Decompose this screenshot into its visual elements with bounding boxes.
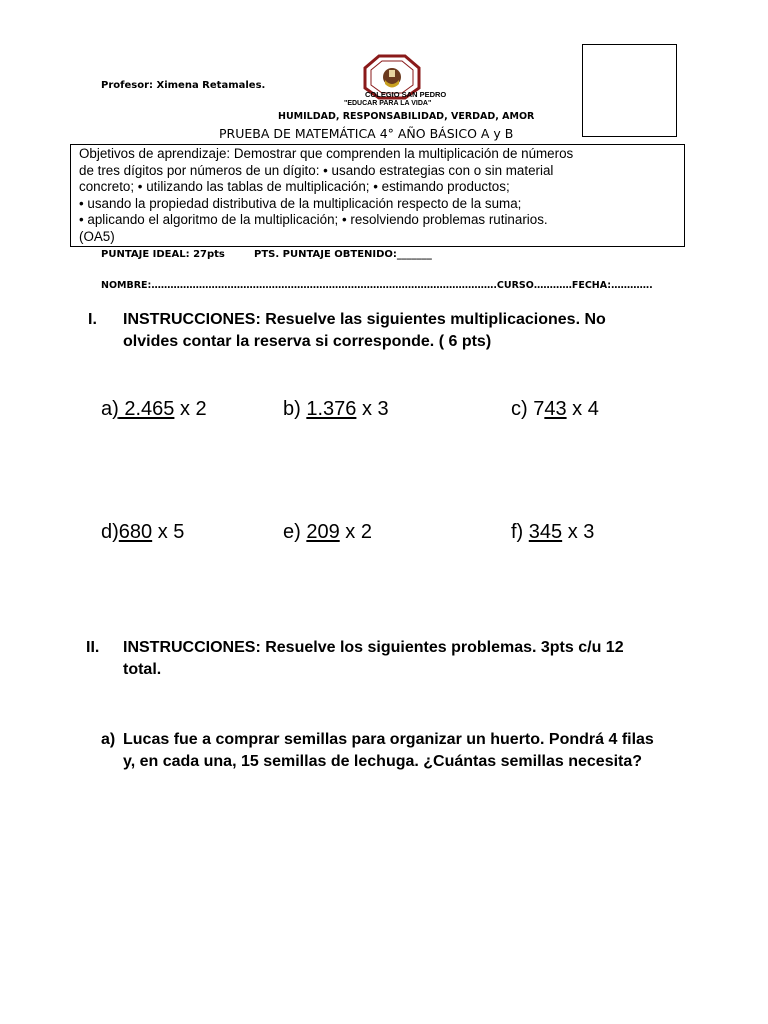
section-2-line: total. [123, 661, 162, 678]
section-2-instructions [123, 637, 624, 681]
problem-a-label: a) [101, 731, 116, 748]
test-title: PRUEBA DE MATEMÁTICA 4° AÑO BÁSICO A y B [219, 126, 514, 141]
school-values: HUMILDAD, RESPONSABILIDAD, VERDAD, AMOR [278, 111, 535, 122]
obtained-score: PTS. PUNTAJE OBTENIDO:_______ [254, 249, 432, 260]
problem-line: Lucas fue a comprar semillas para organizar un huerto. Pondrá 4 filas [123, 731, 654, 748]
student-info-line: NOMBRE:……………………………………………………………………………………………….CURSO…………FECHA:…………. [101, 280, 653, 291]
objective-line: • aplicando el algoritmo de la multiplicación; • resolviendo problemas rutinarios. [79, 212, 548, 228]
exercise-c: c) 743 x 4 [511, 398, 599, 420]
objective-line: (OA5) [79, 228, 115, 244]
school-name: COLEGIO SAN PEDRO [365, 90, 447, 99]
objective-line: • usando la propiedad distributiva de la multiplicación respecto de la suma; [79, 195, 522, 211]
section-1-line: INSTRUCCIONES: Resuelve las siguientes multiplicaciones. No [123, 311, 606, 328]
problem-line: y, en cada una, 15 semillas de lechuga. ¿Cuántas semillas necesita? [123, 753, 643, 770]
ideal-score: PUNTAJE IDEAL: 27pts [101, 249, 225, 260]
exercise-d: d)680 x 5 [101, 521, 185, 543]
section-2-numeral: II. [86, 639, 100, 656]
problem-a-text [123, 729, 654, 773]
section-2-line: INSTRUCCIONES: Resuelve los siguientes problemas. 3pts c/u 12 [123, 639, 624, 656]
objectives-box [70, 144, 685, 247]
teacher-name: Profesor: Ximena Retamales. [101, 80, 266, 91]
exercise-e: e) 209 x 2 [283, 521, 372, 543]
objective-line: de tres dígitos por números de un dígito: • usando estrategias con o sin material [79, 162, 554, 178]
section-1-instructions [123, 309, 606, 353]
exercise-b: b) 1.376 x 3 [283, 398, 389, 420]
objective-line: concreto; • utilizando las tablas de multiplicación; • estimando productos; [79, 179, 510, 195]
school-motto: "EDUCAR PARA LA VIDA" [344, 100, 432, 107]
exercise-f: f) 345 x 3 [511, 521, 595, 543]
grade-box [582, 44, 677, 137]
section-1-numeral: I. [88, 311, 97, 328]
exercise-a: a) 2.465 x 2 [101, 398, 207, 420]
objective-line: Objetivos de aprendizaje: Demostrar que comprenden la multiplicación de números [79, 146, 574, 161]
section-1-line: olvides contar la reserva si corresponde. ( 6 pts) [123, 333, 492, 350]
